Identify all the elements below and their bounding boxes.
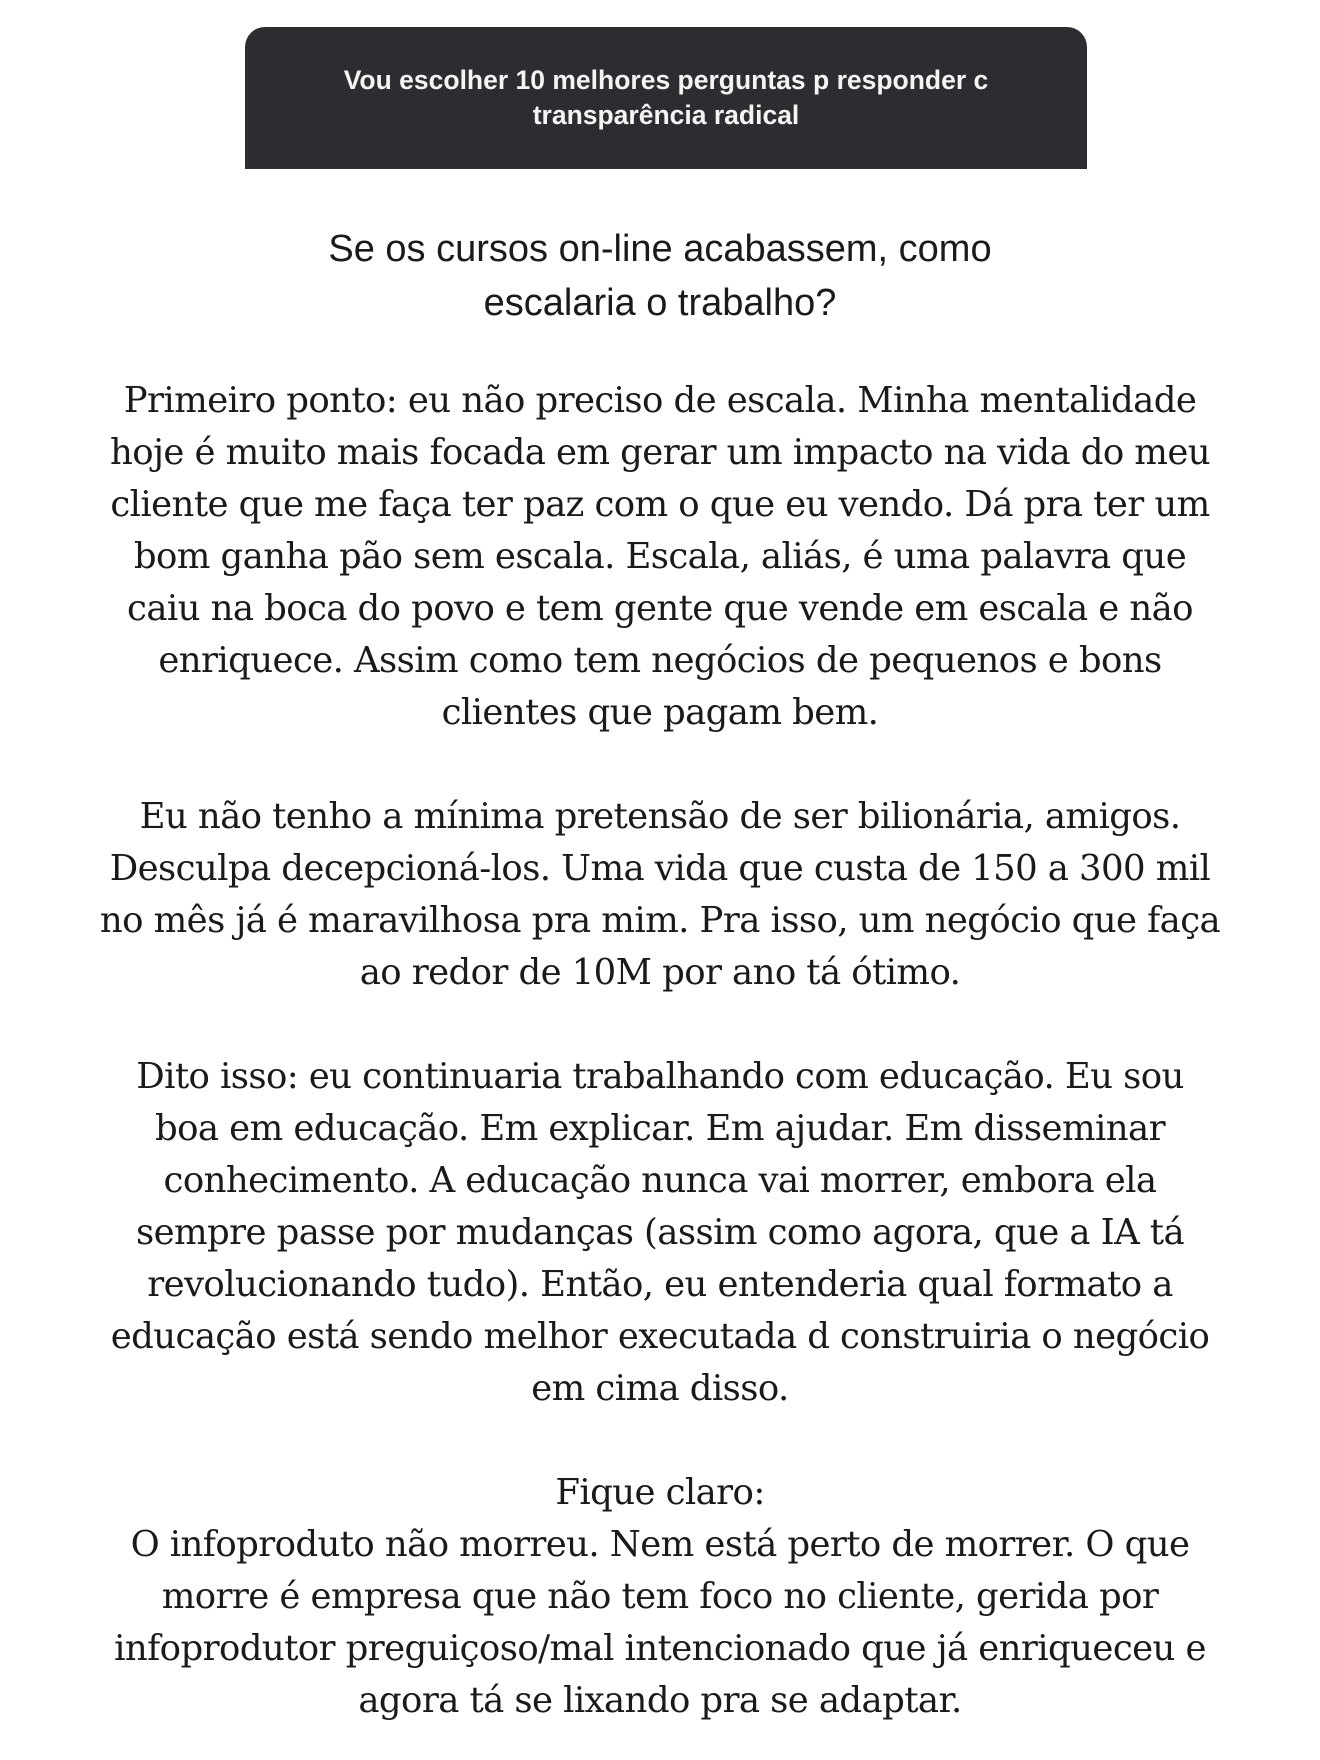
answer-line: em cima disso. xyxy=(531,1368,789,1409)
answer-line: bom ganha pão sem escala. Escala, aliás, é uma palavra que xyxy=(133,536,1187,577)
answer-text xyxy=(30,375,1290,1727)
answer-line: hoje é muito mais focada em gerar um impacto na vida do meu xyxy=(109,432,1211,473)
answer-line: Eu não tenho a mínima pretensão de ser bilionária, amigos. xyxy=(139,796,1181,837)
answer-line: ao redor de 10M por ano tá ótimo. xyxy=(359,952,961,993)
answer-line: Primeiro ponto: eu não preciso de escala. Minha mentalidade xyxy=(123,380,1197,421)
answer-line: enriquece. Assim como tem negócios de pequenos e bons xyxy=(158,640,1162,681)
answer-line: boa em educação. Em explicar. Em ajudar. Em disseminar xyxy=(155,1108,1165,1149)
answer-line: cliente que me faça ter paz com o que eu vendo. Dá pra ter um xyxy=(110,484,1210,525)
answer-line: clientes que pagam bem. xyxy=(441,692,879,733)
answer-line: sempre passe por mudanças (assim como agora, que a IA tá xyxy=(135,1212,1185,1253)
question-title xyxy=(100,222,1220,330)
answer-line: no mês já é maravilhosa pra mim. Pra isso, um negócio que faça xyxy=(99,900,1221,941)
answer-paragraph-4 xyxy=(30,1467,1290,1727)
answer-paragraph-1 xyxy=(30,375,1290,739)
question-sticker-line-1: Vou escolher 10 melhores perguntas p responder c xyxy=(343,65,989,95)
answer-line: O infoproduto não morreu. Nem está perto de morrer. O que xyxy=(130,1524,1190,1565)
answer-line: educação está sendo melhor executada d construiria o negócio xyxy=(110,1316,1210,1357)
question-sticker-line-2: transparência radical xyxy=(532,100,800,130)
answer-line: Fique claro: xyxy=(555,1472,765,1513)
answer-line: Dito isso: eu continuaria trabalhando com educação. Eu sou xyxy=(136,1056,1184,1097)
answer-line: Desculpa decepcioná-los. Uma vida que custa de 150 a 300 mil xyxy=(109,848,1211,889)
answer-line: revolucionando tudo). Então, eu entenderia qual formato a xyxy=(147,1264,1173,1305)
answer-line: morre é empresa que não tem foco no cliente, gerida por xyxy=(161,1576,1159,1617)
answer-line: caiu na boca do povo e tem gente que vende em escala e não xyxy=(127,588,1193,629)
answer-line: agora tá se lixando pra se adaptar. xyxy=(358,1680,962,1721)
answer-line: conhecimento. A educação nunca vai morrer, embora ela xyxy=(163,1160,1157,1201)
question-title-line-2: escalaria o trabalho? xyxy=(483,282,837,324)
question-title-line-1: Se os cursos on-line acabassem, como xyxy=(328,228,992,270)
answer-paragraph-2 xyxy=(30,791,1290,999)
answer-paragraph-3 xyxy=(30,1051,1290,1415)
answer-line: infoprodutor preguiçoso/mal intencionado que já enriqueceu e xyxy=(114,1628,1206,1669)
question-sticker[interactable] xyxy=(245,27,1087,169)
